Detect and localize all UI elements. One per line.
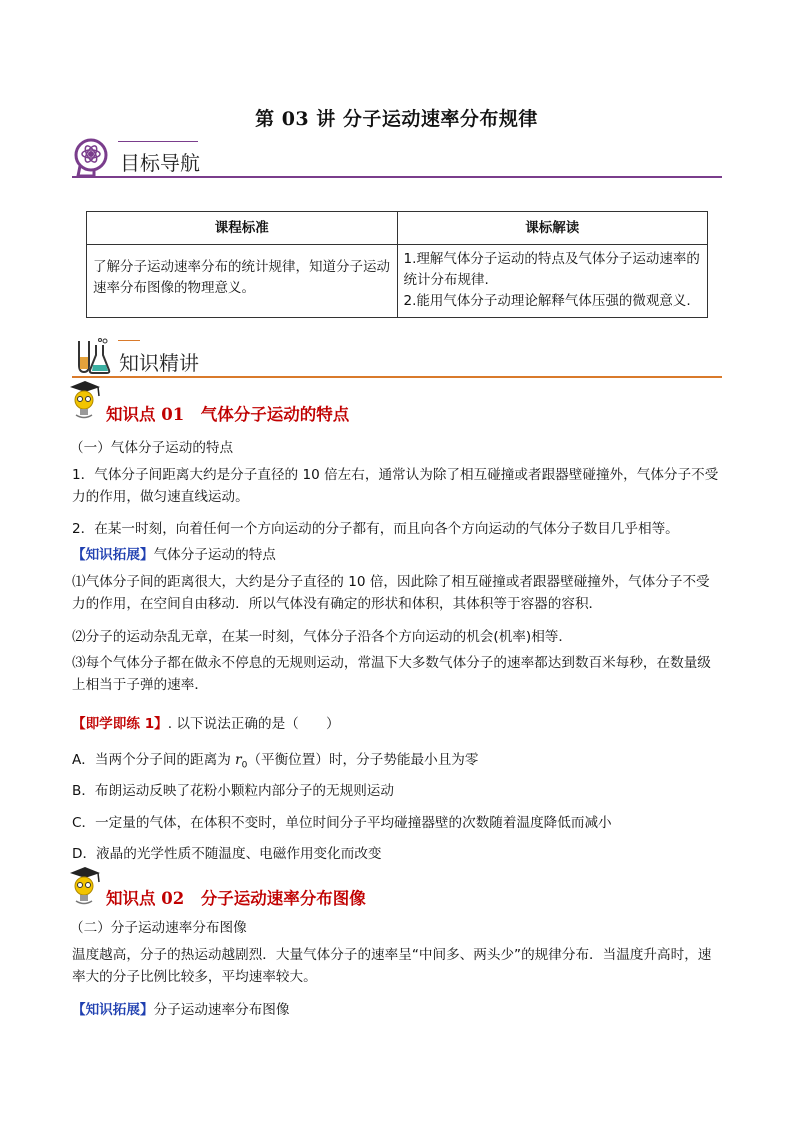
section-title-goals: 目标导航 bbox=[120, 151, 200, 175]
subsection-heading: （二）分子运动速率分布图像 bbox=[70, 920, 247, 936]
option-d: D．液晶的光学性质不随温度、电磁作用变化而改变 bbox=[72, 846, 382, 862]
table-header: 课程标准 bbox=[87, 212, 398, 245]
paragraph: 2．在某一时刻，向着任何一个方向运动的分子都有，而且向各个方向运动的气体分子数目几乎相等。 bbox=[72, 521, 679, 537]
extension-heading bbox=[72, 544, 276, 566]
table-cell-interpretation bbox=[397, 245, 708, 318]
section-top-rule bbox=[118, 340, 140, 341]
subsection-heading: （一）气体分子运动的特点 bbox=[70, 440, 234, 456]
head-brain-icon bbox=[72, 136, 112, 178]
exercise-question bbox=[72, 713, 340, 735]
extension-tag: 【知识拓展】 bbox=[72, 547, 154, 563]
flask-icon bbox=[72, 337, 112, 375]
extension-tag: 【知识拓展】 bbox=[72, 1002, 154, 1018]
paragraph: ⑶每个气体分子都在做永不停息的无规则运动，常温下大多数气体分子的速率都达到数百米每秒，在数量级上相当于子弹的速率． bbox=[72, 655, 711, 693]
knowledge-point-title: 知识点 02 分子运动速率分布图像 bbox=[106, 889, 366, 908]
section-divider bbox=[72, 176, 722, 178]
section-top-rule bbox=[118, 141, 198, 142]
extension-text: 气体分子运动的特点 bbox=[153, 547, 276, 563]
option-b: B．布朗运动反映了花粉小颗粒内部分子的无规则运动 bbox=[72, 783, 394, 799]
paragraph: 1．气体分子间距离大约是分子直径的 10 倍左右，通常认为除了相互碰撞或者跟器壁碰撞外，气体分子不受力的作用，做匀速直线运动。 bbox=[72, 467, 719, 505]
paragraph: ⑵分子的运动杂乱无章，在某一时刻，气体分子沿各个方向运动的机会(机率)相等． bbox=[72, 629, 572, 645]
knowledge-point-title: 知识点 01 气体分子运动的特点 bbox=[106, 405, 350, 424]
page-title: 第 03 讲 分子运动速率分布规律 bbox=[255, 108, 538, 130]
interpretation-line: 2.能用气体分子动理论解释气体压强的微观意义. bbox=[403, 293, 691, 309]
paragraph: ⑴气体分子间的距离很大，大约是分子直径的 10 倍，因此除了相互碰撞或者跟器壁碰撞外，气体分子不受力的作用，在空间自由移动．所以气体没有确定的形状和体积，其体积等于容器的容积． bbox=[72, 574, 710, 612]
exercise-text: . 以下说法正确的是（ ） bbox=[167, 716, 340, 732]
section-title-knowledge: 知识精讲 bbox=[119, 351, 199, 375]
table-cell-standard: 了解分子运动速率分布的统计规律，知道分子运动速率分布图像的物理意义。 bbox=[87, 245, 398, 318]
option-c: C．一定量的气体，在体积不变时，单位时间分子平均碰撞器壁的次数随着温度降低而减小 bbox=[72, 815, 612, 831]
extension-heading bbox=[72, 999, 290, 1021]
extension-text: 分子运动速率分布图像 bbox=[153, 1002, 290, 1018]
section-divider bbox=[72, 376, 722, 378]
interpretation-line: 1.理解气体分子运动的特点及气体分子运动速率的统计分布规律. bbox=[403, 251, 700, 288]
paragraph: 温度越高，分子的热运动越剧烈．大量气体分子的速率呈“中间多、两头少”的规律分布．当温度升高时，速率大的分子比例比较多，平均速率较大。 bbox=[72, 947, 712, 985]
standards-table bbox=[86, 211, 708, 318]
graduate-lightbulb-icon bbox=[66, 866, 104, 906]
graduate-lightbulb-icon bbox=[66, 380, 104, 420]
table-header: 课标解读 bbox=[397, 212, 708, 245]
option-a: A．当两个分子间的距离为 $r_0$（平衡位置）时，分子势能最小且为零 bbox=[72, 752, 479, 771]
exercise-tag: 【即学即练 1】 bbox=[72, 716, 168, 732]
